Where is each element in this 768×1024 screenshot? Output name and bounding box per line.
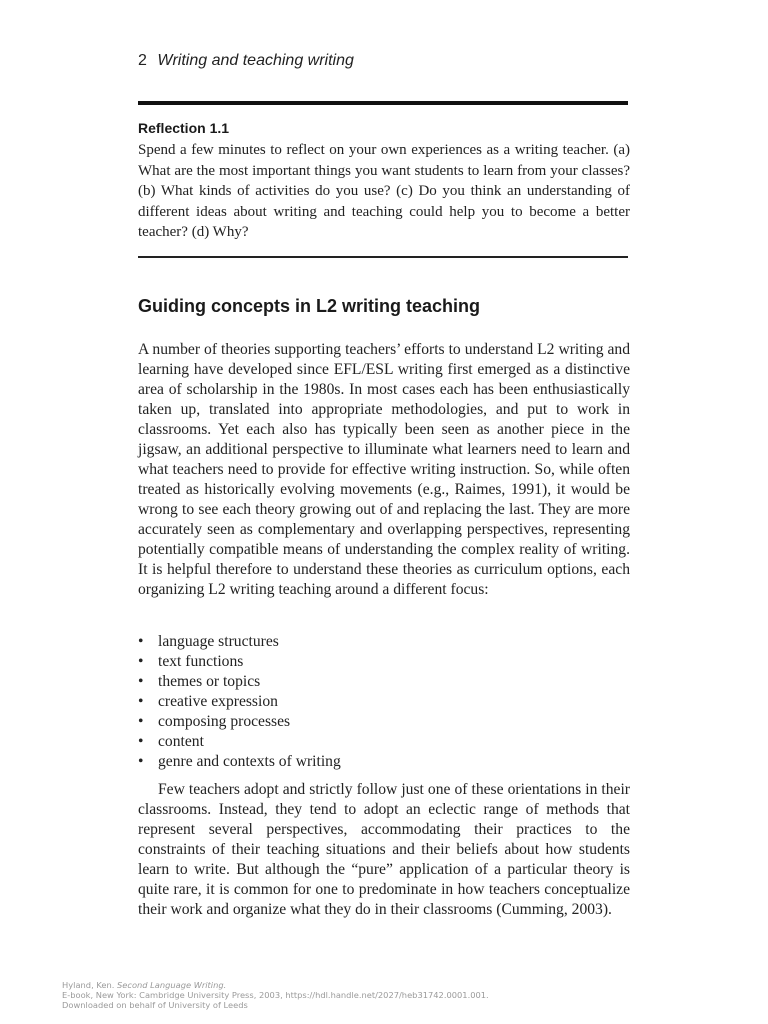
running-head	[138, 52, 354, 70]
page-number: 2	[138, 52, 147, 69]
bullet-dot: •	[138, 733, 144, 750]
reflection-body: Spend a few minutes to reflect on your own experiences as a writing teacher. (a) What are the most important things you want students to learn from your classes? (b) What kinds of activities do you use? (c) Do you think an understanding of different ideas about writing and teaching could help you to become a better teacher? (d) Why?	[138, 142, 630, 240]
citation-footer	[62, 980, 489, 1010]
bullet-item	[138, 692, 341, 712]
bullet-item	[138, 672, 341, 692]
bullet-item	[138, 732, 341, 752]
bullet-item	[138, 752, 341, 772]
bullet-text: themes or topics	[158, 673, 261, 690]
focus-bullet-list	[138, 632, 341, 772]
footer-line-2: E-book, New York: Cambridge University Press, 2003, https://hdl.handle.net/2027/heb31742.0001.001.	[62, 990, 489, 1000]
footer-book-title: Second Language Writing.	[117, 980, 227, 990]
reflection-bottom-rule	[138, 256, 628, 258]
running-head-title: Writing and teaching writing	[157, 52, 354, 69]
bullet-dot: •	[138, 653, 144, 670]
bullet-text: creative expression	[158, 693, 278, 710]
body-paragraph-1: A number of theories supporting teachers’ efforts to understand L2 writing and learning have developed since EFL/ESL writing first emerged as a distinctive area of scholarship in the 1980s. In most cases each has been enthusiastically taken up, translated into appropriate methodologies, and put to work in classrooms. Yet each also has typically been seen as another piece in the jigsaw, an additional perspective to illuminate what learners need to learn and what teachers need to provide for effective writing instruction. So, while often treated as historically evolving movements (e.g., Raimes, 1991), it would be wrong to see each theory growing out of and replacing the last. They are more accurately seen as complementary and overlapping perspectives, representing potentially compatible means of understanding the complex reality of writing. It is helpful therefore to understand these theories as curriculum options, each organizing L2 writing teaching around a different focus:	[138, 341, 630, 598]
footer-line-1	[62, 980, 489, 990]
bullet-text: language structures	[158, 633, 279, 650]
footer-line-3: Downloaded on behalf of University of Leeds	[62, 1000, 248, 1010]
bullet-text: text functions	[158, 653, 244, 670]
reflection-heading: Reflection 1.1	[138, 120, 230, 136]
bullet-item	[138, 712, 341, 732]
bullet-item	[138, 632, 341, 652]
bullet-text: composing processes	[158, 713, 291, 730]
section-heading: Guiding concepts in L2 writing teaching	[138, 296, 481, 316]
bullet-item	[138, 652, 341, 672]
bullet-text: genre and contexts of writing	[158, 753, 341, 770]
bullet-dot: •	[138, 713, 144, 730]
bullet-dot: •	[138, 673, 144, 690]
reflection-top-rule	[138, 101, 628, 105]
bullet-dot: •	[138, 633, 144, 650]
bullet-dot: •	[138, 693, 144, 710]
body-paragraph-2: Few teachers adopt and strictly follow just one of these orientations in their classrooms. Instead, they tend to adopt an eclectic range of methods that represent several perspectives, accommodating their practices to the constraints of their teaching situations and their beliefs about how students learn to write. But although the “pure” application of a particular theory is quite rare, it is common for one to predominate in how teachers conceptualize their work and organize what they do in their classrooms (Cumming, 2003).	[138, 781, 630, 918]
footer-author: Hyland, Ken.	[62, 980, 115, 990]
bullet-dot: •	[138, 753, 144, 770]
bullet-text: content	[158, 733, 204, 750]
